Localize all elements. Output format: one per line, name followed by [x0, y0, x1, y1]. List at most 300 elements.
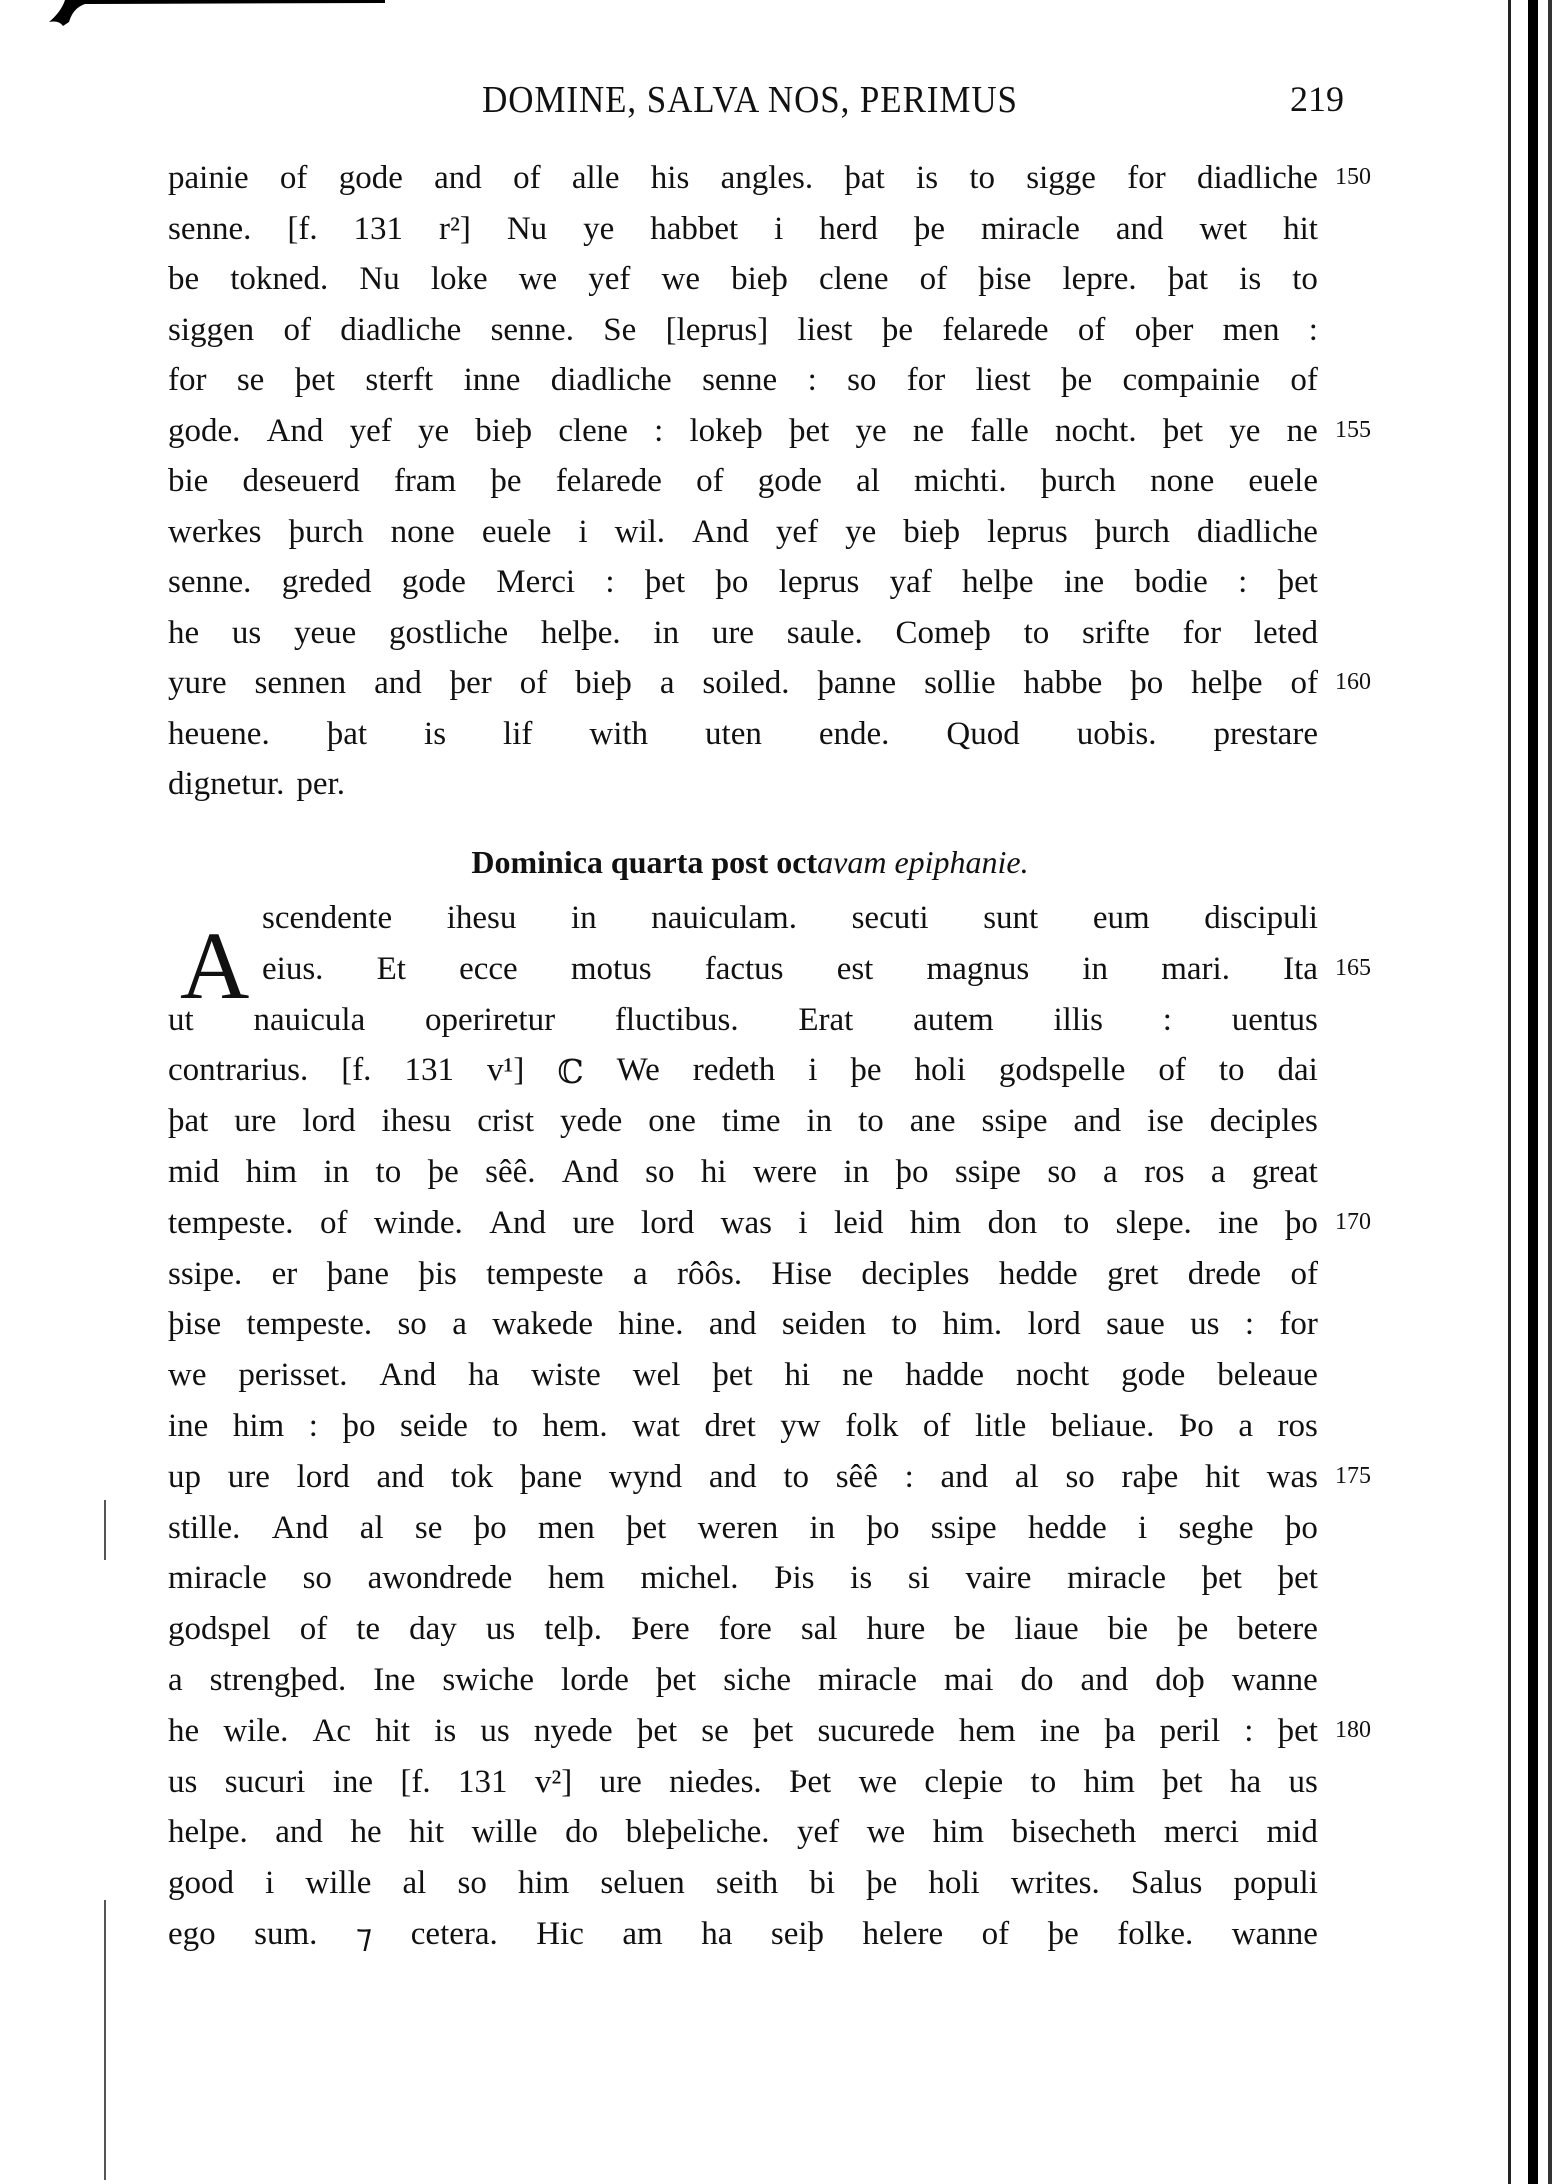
- word: and: [708, 1306, 757, 1343]
- text-line: [168, 1052, 1318, 1092]
- word: him: [232, 1408, 285, 1444]
- word: of: [981, 1916, 1010, 1952]
- word: holi: [914, 1052, 966, 1089]
- word: angles.: [720, 160, 814, 196]
- word: is: [1239, 261, 1262, 297]
- word: diadliche: [340, 311, 462, 348]
- word: bleþeliche.: [625, 1814, 770, 1851]
- word: yef: [775, 513, 819, 550]
- word: and: [708, 1458, 757, 1495]
- word: hi: [784, 1357, 811, 1394]
- word: hit: [1283, 210, 1318, 247]
- text-line: [168, 1510, 1318, 1547]
- corner-ornament: [45, 0, 385, 28]
- word: tempeste: [486, 1255, 604, 1292]
- word: bie: [1107, 1611, 1149, 1648]
- word: i: [578, 513, 588, 550]
- word: so: [1047, 1154, 1077, 1190]
- word: ure: [711, 614, 754, 651]
- word: ⁊: [355, 1919, 373, 1955]
- word: þet: [636, 1712, 678, 1749]
- word: [f.: [287, 210, 318, 247]
- word: wiste: [531, 1357, 601, 1394]
- text-line: [168, 1865, 1318, 1902]
- word: wile.: [223, 1712, 289, 1749]
- word: great: [1251, 1154, 1318, 1190]
- word: vaire: [965, 1560, 1032, 1597]
- word: is: [850, 1560, 873, 1597]
- word: ise: [1147, 1103, 1184, 1140]
- word: liest: [797, 311, 853, 348]
- word: gret: [1107, 1255, 1159, 1292]
- word: þet: [788, 412, 830, 449]
- word: ure: [572, 1204, 615, 1241]
- text-line: [168, 413, 1318, 450]
- word: þet: [1162, 1763, 1203, 1800]
- word: :: [1162, 1001, 1172, 1038]
- word: And: [266, 412, 324, 449]
- word: ane: [909, 1103, 956, 1140]
- text-line: [168, 1611, 1318, 1648]
- word: operiretur: [424, 1001, 556, 1038]
- word: we: [168, 1357, 207, 1394]
- word: Ine: [373, 1662, 416, 1698]
- word: ine: [1039, 1712, 1081, 1749]
- text-line: [262, 900, 1318, 937]
- word: us: [485, 1611, 516, 1648]
- word: tok: [450, 1458, 494, 1495]
- word: gode: [401, 564, 466, 600]
- word: þat: [326, 715, 368, 752]
- word: wille: [305, 1865, 372, 1902]
- word: mid: [1266, 1814, 1318, 1851]
- word: ha: [701, 1916, 733, 1952]
- word: compainie: [1122, 362, 1260, 398]
- word: sigge: [1026, 160, 1096, 196]
- word: senne.: [168, 564, 252, 600]
- word: beliaue.: [1050, 1408, 1155, 1444]
- word: uten: [705, 715, 762, 752]
- word: us: [1288, 1763, 1318, 1800]
- word: magnus: [926, 950, 1030, 987]
- word: of: [519, 665, 548, 701]
- word: a: [1238, 1408, 1253, 1444]
- word: lord: [302, 1103, 356, 1140]
- text-line: [168, 514, 1318, 551]
- word: rôôs.: [677, 1255, 743, 1292]
- word: ha: [1229, 1763, 1262, 1800]
- word: for: [1279, 1306, 1318, 1343]
- word: scendente: [262, 900, 393, 936]
- word: te: [356, 1611, 381, 1648]
- word: :: [1244, 1306, 1255, 1343]
- word: saue: [1106, 1306, 1165, 1343]
- word: Ac: [312, 1712, 352, 1749]
- line-number: 170: [1335, 1208, 1371, 1235]
- word: ssipe: [954, 1154, 1021, 1190]
- word: gode: [338, 160, 403, 196]
- text-line: [168, 564, 1318, 601]
- word: of: [1158, 1052, 1186, 1089]
- word: helþe.: [540, 614, 621, 651]
- text-line: [168, 312, 1318, 349]
- word: miracle: [1067, 1560, 1166, 1597]
- word: þo: [473, 1509, 507, 1546]
- word: se: [414, 1509, 443, 1546]
- word: and: [1073, 1103, 1122, 1140]
- word: lorde: [561, 1662, 629, 1698]
- word: prestare: [1213, 715, 1318, 752]
- word: And: [489, 1204, 547, 1241]
- word: a: [168, 1662, 183, 1698]
- word: :: [654, 412, 664, 449]
- word: al: [1014, 1458, 1039, 1495]
- drop-cap: A: [180, 912, 250, 1019]
- word: in: [653, 614, 680, 651]
- word: se: [701, 1712, 729, 1749]
- word: seith: [715, 1865, 779, 1902]
- word: ye: [583, 210, 615, 247]
- word: us: [231, 614, 262, 651]
- word: in: [323, 1154, 350, 1190]
- word: dai: [1277, 1052, 1318, 1089]
- word: oþer: [1134, 311, 1194, 348]
- word: ure: [599, 1763, 642, 1800]
- word: ihesu: [446, 900, 517, 936]
- word: lord: [296, 1458, 350, 1495]
- word: so: [1065, 1458, 1095, 1495]
- word: stille.: [168, 1509, 241, 1546]
- word: ihesu: [381, 1103, 452, 1140]
- word: ne: [1286, 412, 1318, 449]
- word: swiche: [442, 1662, 535, 1698]
- word: alle: [571, 160, 620, 196]
- word: we: [866, 1814, 906, 1851]
- word: of: [919, 261, 948, 297]
- word: and: [376, 1458, 425, 1495]
- word: And: [271, 1509, 329, 1546]
- word: deciples: [1209, 1103, 1318, 1140]
- word: be: [954, 1611, 986, 1648]
- word: don: [987, 1204, 1038, 1241]
- word: þo: [1284, 1509, 1318, 1546]
- line-number: 150: [1335, 164, 1371, 190]
- word: him.: [942, 1306, 1003, 1343]
- word: us: [480, 1712, 510, 1749]
- word: þe: [881, 311, 913, 348]
- word: þat: [1167, 261, 1209, 297]
- word: and: [275, 1814, 323, 1851]
- word: nyede: [533, 1712, 613, 1749]
- word: discipuli: [1204, 900, 1318, 936]
- word: þo: [1284, 1204, 1318, 1241]
- text-line: [168, 1764, 1318, 1801]
- word: Quod: [946, 715, 1020, 752]
- word: good: [168, 1865, 234, 1902]
- word: michti.: [914, 463, 1007, 499]
- word: hi: [700, 1154, 727, 1190]
- word: sucuri: [224, 1763, 306, 1800]
- word: time: [721, 1103, 781, 1140]
- heading-roman: Dominica quarta post oct: [471, 844, 818, 880]
- word: awondrede: [367, 1560, 513, 1597]
- word: yeue: [294, 614, 357, 651]
- word: do: [565, 1814, 599, 1851]
- word: And: [692, 513, 749, 550]
- word: þet: [294, 362, 336, 398]
- word: leprus: [778, 564, 860, 600]
- text-line: [168, 1560, 1318, 1597]
- word: for: [1182, 614, 1222, 651]
- word: Ita: [1283, 950, 1318, 987]
- word: michel.: [640, 1560, 739, 1597]
- word: i: [774, 210, 784, 247]
- word: þo: [895, 1154, 929, 1190]
- word: gode: [757, 463, 822, 499]
- word: bieþ: [475, 412, 533, 449]
- text-line: [168, 1205, 1318, 1242]
- word: miracle: [168, 1560, 267, 1597]
- line-number: 155: [1335, 416, 1371, 443]
- word: clene: [818, 261, 889, 297]
- word: Merci: [496, 564, 576, 600]
- word: Erat: [798, 1001, 854, 1038]
- word: liaue: [1014, 1611, 1079, 1648]
- word: is: [424, 715, 447, 752]
- word: þise: [168, 1306, 222, 1343]
- text-line: [168, 211, 1318, 248]
- word: and: [434, 160, 482, 196]
- word: þat: [844, 160, 885, 196]
- word: :: [1244, 1712, 1254, 1749]
- word: secuti: [851, 900, 929, 936]
- page-number: 219: [1290, 79, 1344, 119]
- word: uentus: [1231, 1001, 1318, 1038]
- word: wynd: [608, 1458, 683, 1495]
- word: winde.: [373, 1204, 463, 1241]
- word: hine.: [618, 1306, 684, 1343]
- word: þe: [850, 1052, 882, 1089]
- word: bodie: [1134, 564, 1208, 600]
- word: yef: [349, 412, 392, 449]
- word: he: [168, 1712, 200, 1749]
- word: writes.: [1010, 1865, 1100, 1902]
- word: :: [1238, 564, 1248, 600]
- word: uobis.: [1076, 715, 1157, 752]
- word: lord: [1027, 1306, 1081, 1343]
- word: for: [906, 362, 946, 398]
- word: Þere: [631, 1611, 690, 1648]
- word: þe: [490, 463, 522, 499]
- word: wanne: [1231, 1916, 1318, 1952]
- word: þe: [1177, 1611, 1209, 1648]
- word: ine: [332, 1763, 374, 1800]
- word: seiþ: [770, 1916, 825, 1952]
- word: al: [402, 1865, 427, 1902]
- word: nocht.: [1055, 412, 1137, 449]
- word: gode: [1121, 1357, 1186, 1394]
- word: v²]: [534, 1763, 573, 1800]
- word: bisecheth: [1011, 1814, 1137, 1851]
- word: for: [168, 362, 207, 398]
- word: folk: [845, 1408, 899, 1444]
- word: þet: [712, 1357, 753, 1394]
- word: wakede: [492, 1306, 593, 1343]
- word: a: [632, 1255, 648, 1292]
- word: nauiculam.: [651, 900, 797, 936]
- word: Þis: [774, 1560, 815, 1597]
- heading-italic: avam epiphanie.: [817, 844, 1029, 880]
- word: men: [537, 1509, 595, 1546]
- scan-mark: [104, 1500, 106, 1560]
- word: us: [168, 1763, 198, 1800]
- word: and: [374, 665, 422, 701]
- line-number: 160: [1335, 669, 1371, 695]
- word: wat: [632, 1408, 680, 1444]
- word: bie: [168, 463, 209, 499]
- word: him: [245, 1154, 298, 1190]
- word: seluen: [600, 1865, 685, 1902]
- word: is: [434, 1712, 457, 1749]
- word: helþe: [1191, 665, 1263, 701]
- word: And: [561, 1154, 619, 1190]
- word: cetera.: [410, 1916, 498, 1952]
- word: ye: [845, 513, 877, 550]
- word: werkes: [168, 513, 262, 550]
- word: sêê: [835, 1458, 878, 1495]
- word: nocht: [1015, 1357, 1090, 1394]
- word: yw: [780, 1408, 821, 1444]
- word: habbet: [650, 210, 739, 247]
- word: men: [1222, 311, 1280, 348]
- word: him: [517, 1865, 570, 1902]
- word: habbe: [1023, 665, 1103, 701]
- word: þise: [978, 261, 1032, 297]
- word: al: [359, 1509, 384, 1546]
- word: deseuerd: [242, 463, 360, 499]
- word: er: [271, 1255, 298, 1292]
- word: 131: [458, 1763, 508, 1800]
- line-number: 165: [1335, 954, 1371, 981]
- word: in: [809, 1509, 836, 1546]
- word: seghe: [1178, 1509, 1254, 1546]
- word: sunt: [983, 900, 1039, 936]
- word: eius.: [262, 950, 324, 987]
- word: in: [1082, 950, 1109, 987]
- word: þane: [519, 1458, 583, 1495]
- word: þe: [866, 1865, 898, 1902]
- word: redeth: [692, 1052, 776, 1089]
- page-edge-line: [1508, 0, 1511, 2184]
- word: nauicula: [253, 1001, 366, 1038]
- word: hem: [958, 1712, 1016, 1749]
- word: ssipe: [981, 1103, 1048, 1140]
- word: ssipe: [930, 1509, 997, 1546]
- word: þet: [1162, 412, 1204, 449]
- text-line: [168, 160, 1318, 197]
- word: Hic: [536, 1916, 584, 1952]
- word: clene: [558, 412, 628, 449]
- word: felarede: [942, 311, 1049, 348]
- word: him: [1083, 1763, 1135, 1800]
- word: diadliche: [550, 362, 672, 398]
- word: peril: [1159, 1712, 1221, 1749]
- text-line: [168, 1713, 1318, 1750]
- word: senne: [702, 362, 778, 398]
- page-edge-line: [1548, 0, 1552, 2184]
- word: ye: [417, 412, 450, 449]
- word: mari.: [1161, 950, 1230, 987]
- word: gode.: [168, 412, 241, 449]
- word: ssipe.: [168, 1255, 243, 1292]
- word: yef: [588, 261, 631, 297]
- word: þurch: [1040, 463, 1116, 499]
- word: ne: [912, 412, 944, 449]
- word: of: [696, 463, 724, 499]
- text-line: [168, 463, 1318, 500]
- word: he: [350, 1814, 382, 1851]
- word: beleaue: [1217, 1357, 1318, 1394]
- word: to: [1030, 1763, 1057, 1800]
- word: strengþed.: [209, 1662, 347, 1698]
- word: wanne: [1231, 1662, 1318, 1698]
- word: ros: [1277, 1408, 1318, 1444]
- word: of: [1290, 1255, 1318, 1292]
- word: senne.: [490, 311, 574, 348]
- word: :: [605, 564, 615, 600]
- word: him: [932, 1814, 985, 1851]
- word: Salus: [1130, 1865, 1203, 1902]
- word: est: [836, 950, 874, 987]
- word: soiled.: [702, 665, 790, 701]
- word: senne.: [168, 210, 252, 247]
- word: he: [168, 614, 200, 651]
- text-line: [168, 1256, 1318, 1293]
- word: sterft: [365, 362, 434, 398]
- word: lepre.: [1062, 261, 1137, 297]
- running-title: DOMINE, SALVA NOS, PERIMUS: [482, 79, 1018, 121]
- word: And: [379, 1357, 437, 1394]
- word: litle: [974, 1408, 1027, 1444]
- word: sêê.: [485, 1154, 536, 1190]
- word: ure: [234, 1103, 277, 1140]
- word: hit: [375, 1712, 411, 1749]
- word: yede: [559, 1103, 623, 1140]
- word: raþe: [1121, 1458, 1179, 1495]
- word: Comeþ: [895, 614, 991, 651]
- word: þo: [715, 564, 749, 600]
- word: a: [1210, 1154, 1226, 1190]
- word: of: [279, 160, 308, 196]
- text-line: [168, 1357, 1318, 1394]
- word: doþ: [1155, 1662, 1205, 1698]
- word: bieþ: [903, 513, 961, 550]
- word: leid: [833, 1204, 884, 1241]
- word: a: [452, 1306, 467, 1343]
- text-line: [168, 1408, 1318, 1445]
- word: do: [1020, 1662, 1054, 1698]
- word: up: [168, 1458, 201, 1495]
- word: am: [622, 1916, 663, 1952]
- word: bieþ: [731, 261, 788, 297]
- word: slepe.: [1115, 1204, 1192, 1241]
- word: of: [513, 160, 541, 196]
- word: one: [648, 1103, 696, 1140]
- page-edge-line: [1528, 0, 1538, 2184]
- word: 131: [404, 1052, 454, 1089]
- word: We: [616, 1052, 660, 1089]
- word: diadliche: [1197, 160, 1318, 196]
